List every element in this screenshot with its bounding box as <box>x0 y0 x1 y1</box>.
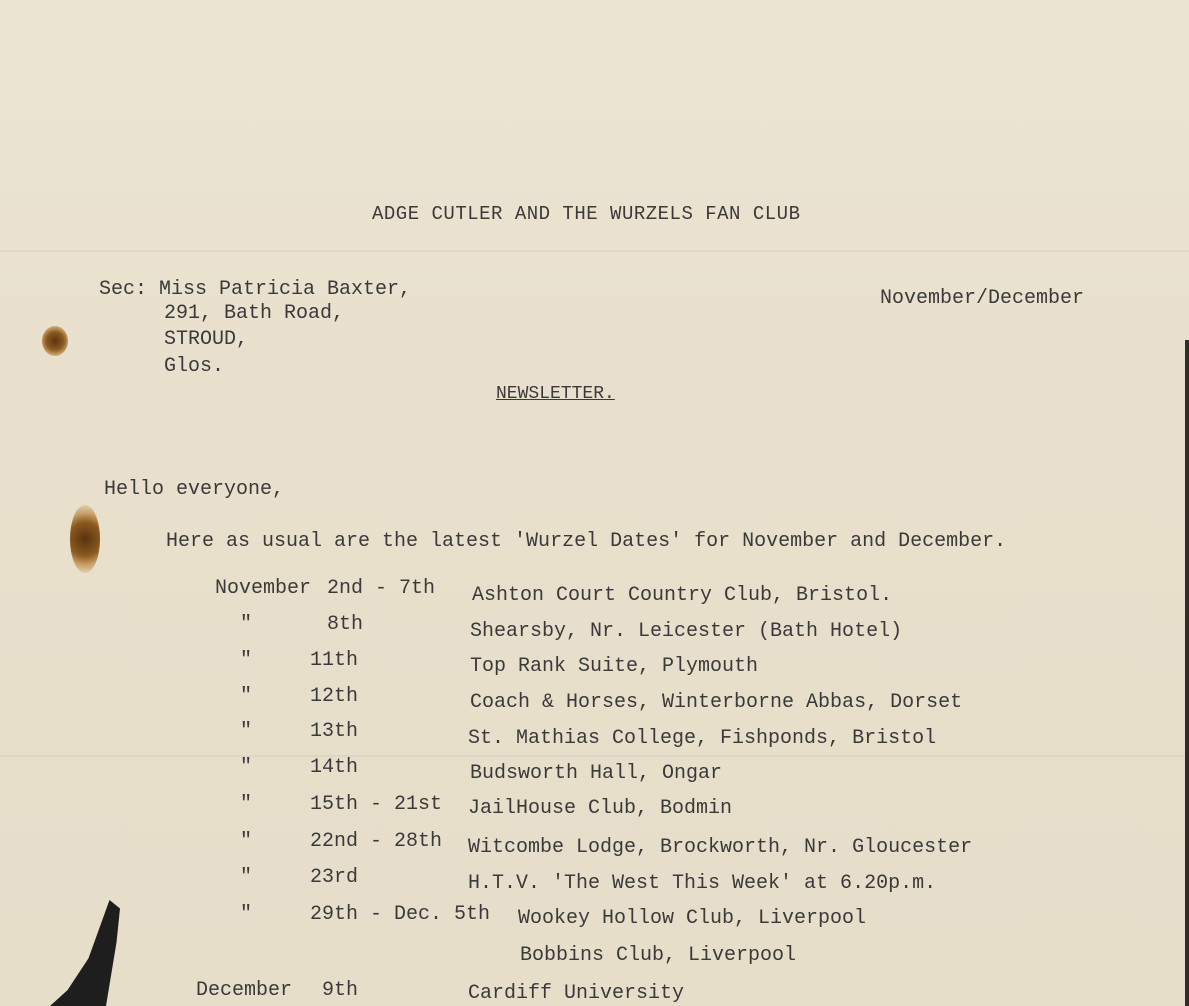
date-month: " <box>240 649 253 672</box>
date-month: " <box>240 720 253 743</box>
date-day: 8th <box>327 613 364 636</box>
date-venue: Coach & Horses, Winterborne Abbas, Dorset <box>470 691 963 714</box>
date-day: 12th <box>310 685 359 708</box>
newsletter-title: NEWSLETTER. <box>496 384 615 404</box>
date-month: " <box>240 685 253 708</box>
date-day: 14th <box>310 756 359 779</box>
date-venue: JailHouse Club, Bodmin <box>468 797 733 820</box>
greeting: Hello everyone, <box>104 478 285 501</box>
date-venue: St. Mathias College, Fishponds, Bristol <box>468 727 937 750</box>
date-month: November <box>215 577 312 600</box>
date-venue: Bobbins Club, Liverpool <box>520 944 797 967</box>
date-month: " <box>240 613 253 636</box>
date-venue: H.T.V. 'The West This Week' at 6.20p.m. <box>468 872 937 895</box>
date-venue: Budsworth Hall, Ongar <box>470 762 723 785</box>
date-venue: Ashton Court Country Club, Bristol. <box>472 584 893 607</box>
secretary-name: Sec: Miss Patricia Baxter, <box>99 278 412 301</box>
date-month: " <box>240 830 253 853</box>
date-month: " <box>240 866 253 889</box>
date-venue: Top Rank Suite, Plymouth <box>470 655 759 678</box>
punch-hole-stain <box>70 505 100 573</box>
date-venue: Shearsby, Nr. Leicester (Bath Hotel) <box>470 620 903 643</box>
date-month: December <box>196 979 293 1002</box>
date-day: 9th <box>322 979 359 1002</box>
issue-date: November/December <box>880 287 1085 310</box>
paper-fold <box>0 755 1189 757</box>
punch-hole-stain <box>42 326 68 356</box>
address-line: Glos. <box>164 355 225 378</box>
address-line: STROUD, <box>164 328 249 351</box>
date-venue: Cardiff University <box>468 982 685 1005</box>
date-day: 29th - Dec. 5th <box>310 903 491 926</box>
date-month: " <box>240 756 253 779</box>
date-venue: Witcombe Lodge, Brockworth, Nr. Gloucester <box>468 836 973 859</box>
date-month: " <box>240 903 253 926</box>
date-day: 2nd - 7th <box>327 577 436 600</box>
date-day: 23rd <box>310 866 359 889</box>
date-day: 13th <box>310 720 359 743</box>
date-venue: Wookey Hollow Club, Liverpool <box>518 907 867 930</box>
date-day: 11th <box>310 649 359 672</box>
torn-corner <box>50 900 120 1006</box>
date-day: 22nd - 28th <box>310 830 443 853</box>
date-day: 15th - 21st <box>310 793 443 816</box>
club-heading: ADGE CUTLER AND THE WURZELS FAN CLUB <box>372 203 801 225</box>
intro-paragraph: Here as usual are the latest 'Wurzel Dates' for November and December. <box>166 530 1007 553</box>
date-month: " <box>240 793 253 816</box>
page-edge-shadow <box>1185 340 1189 1006</box>
address-line: 291, Bath Road, <box>164 302 345 325</box>
paper-fold <box>0 250 1189 252</box>
